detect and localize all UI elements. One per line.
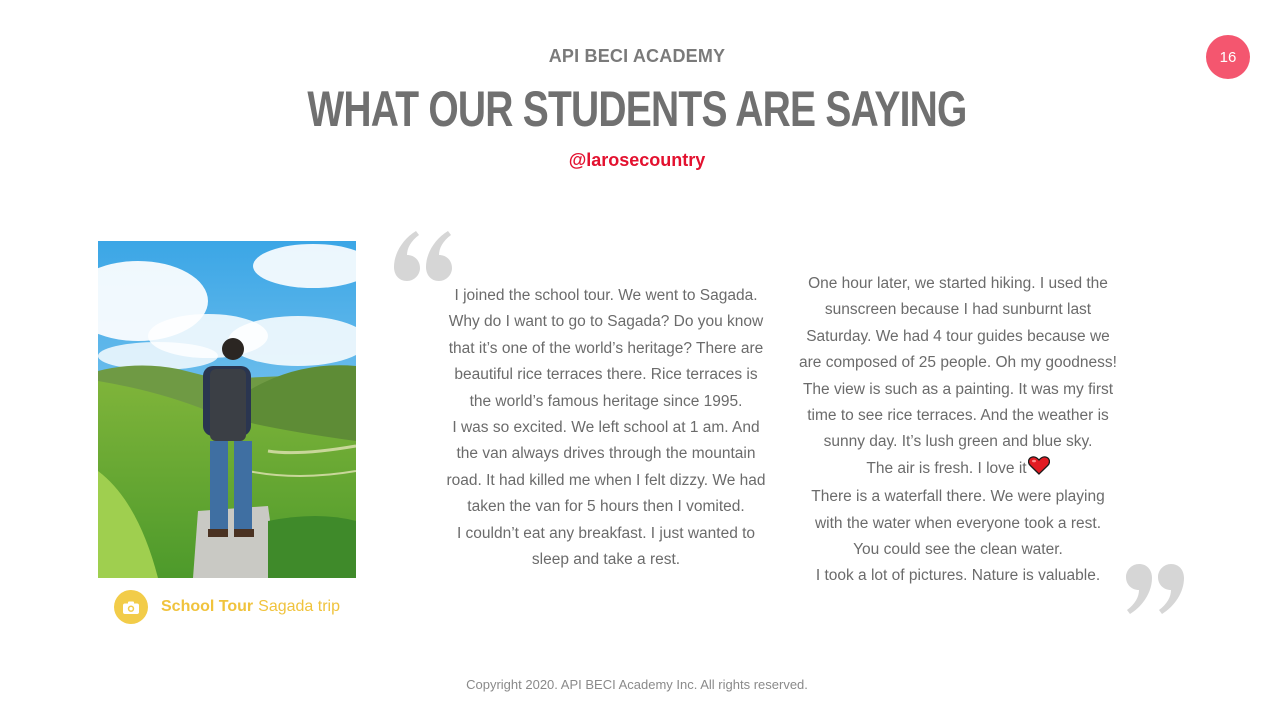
academy-name: API BECI ACADEMY [548, 46, 726, 66]
testimonial-line: time to see rice terraces. And the weather is [807, 407, 1109, 425]
open-quote-icon [394, 231, 452, 286]
testimonial-line: I joined the school tour. We went to Sagada. [454, 287, 758, 304]
page-title: WHAT OUR STUDENTS ARE SAYING [307, 81, 967, 137]
student-handle: @larosecountry [568, 150, 706, 170]
caption-subtitle: Sagada trip [258, 598, 340, 615]
testimonial-line: I took a lot of pictures. Nature is valuable. [815, 567, 1101, 585]
testimonial-line-heart [788, 456, 1128, 484]
testimonial-line: sunscreen because I had sunburnt last [824, 301, 1092, 319]
testimonial-line: I couldn’t eat any breakfast. I just wanted to [456, 524, 756, 542]
page-number: 16 [1219, 48, 1237, 66]
camera-icon [114, 590, 148, 624]
heart-icon [1028, 456, 1050, 484]
testimonial-line: sunny day. It’s lush green and blue sky. [823, 433, 1093, 451]
testimonial-line: There is a waterfall there. We were playing [811, 488, 1105, 506]
testimonial-line: sleep and take a rest. [531, 551, 681, 569]
testimonial-line: taken the van for 5 hours then I vomited. [467, 498, 745, 516]
testimonial-line: the world’s famous heritage since 1995. [469, 392, 743, 410]
testimonial-right-column [788, 271, 1128, 590]
testimonial-line: road. It had killed me when I felt dizzy. We had [446, 471, 766, 489]
testimonial-line: Why do I want to go to Sagada? Do you know [448, 313, 764, 331]
close-quote-icon [1126, 564, 1184, 619]
testimonial-left-column [436, 283, 776, 573]
testimonial-line: beautiful rice terraces there. Rice terraces is [454, 366, 758, 384]
testimonial-line: that it’s one of the world’s heritage? There are [448, 339, 764, 357]
student-photo [98, 241, 356, 578]
photo-caption [114, 590, 340, 624]
testimonial-line: with the water when everyone took a rest. [814, 514, 1102, 532]
testimonial-line: You could see the clean water. [853, 541, 1063, 559]
testimonial-line: Saturday. We had 4 tour guides because we [806, 327, 1110, 345]
caption-title: School Tour [161, 598, 254, 615]
copyright-footer: Copyright 2020. API BECI Academy Inc. All rights reserved. [466, 677, 808, 692]
testimonial-line: are composed of 25 people. Oh my goodness! [799, 354, 1117, 372]
testimonial-line: The air is fresh. I love it [866, 459, 1027, 477]
testimonial-line: One hour later, we started hiking. I used the [808, 275, 1108, 292]
testimonial-line: The view is such as a painting. It was my first [802, 380, 1114, 398]
testimonial-line: I was so excited. We left school at 1 am. And [452, 419, 760, 437]
testimonial-line: the van always drives through the mountain [456, 445, 756, 463]
